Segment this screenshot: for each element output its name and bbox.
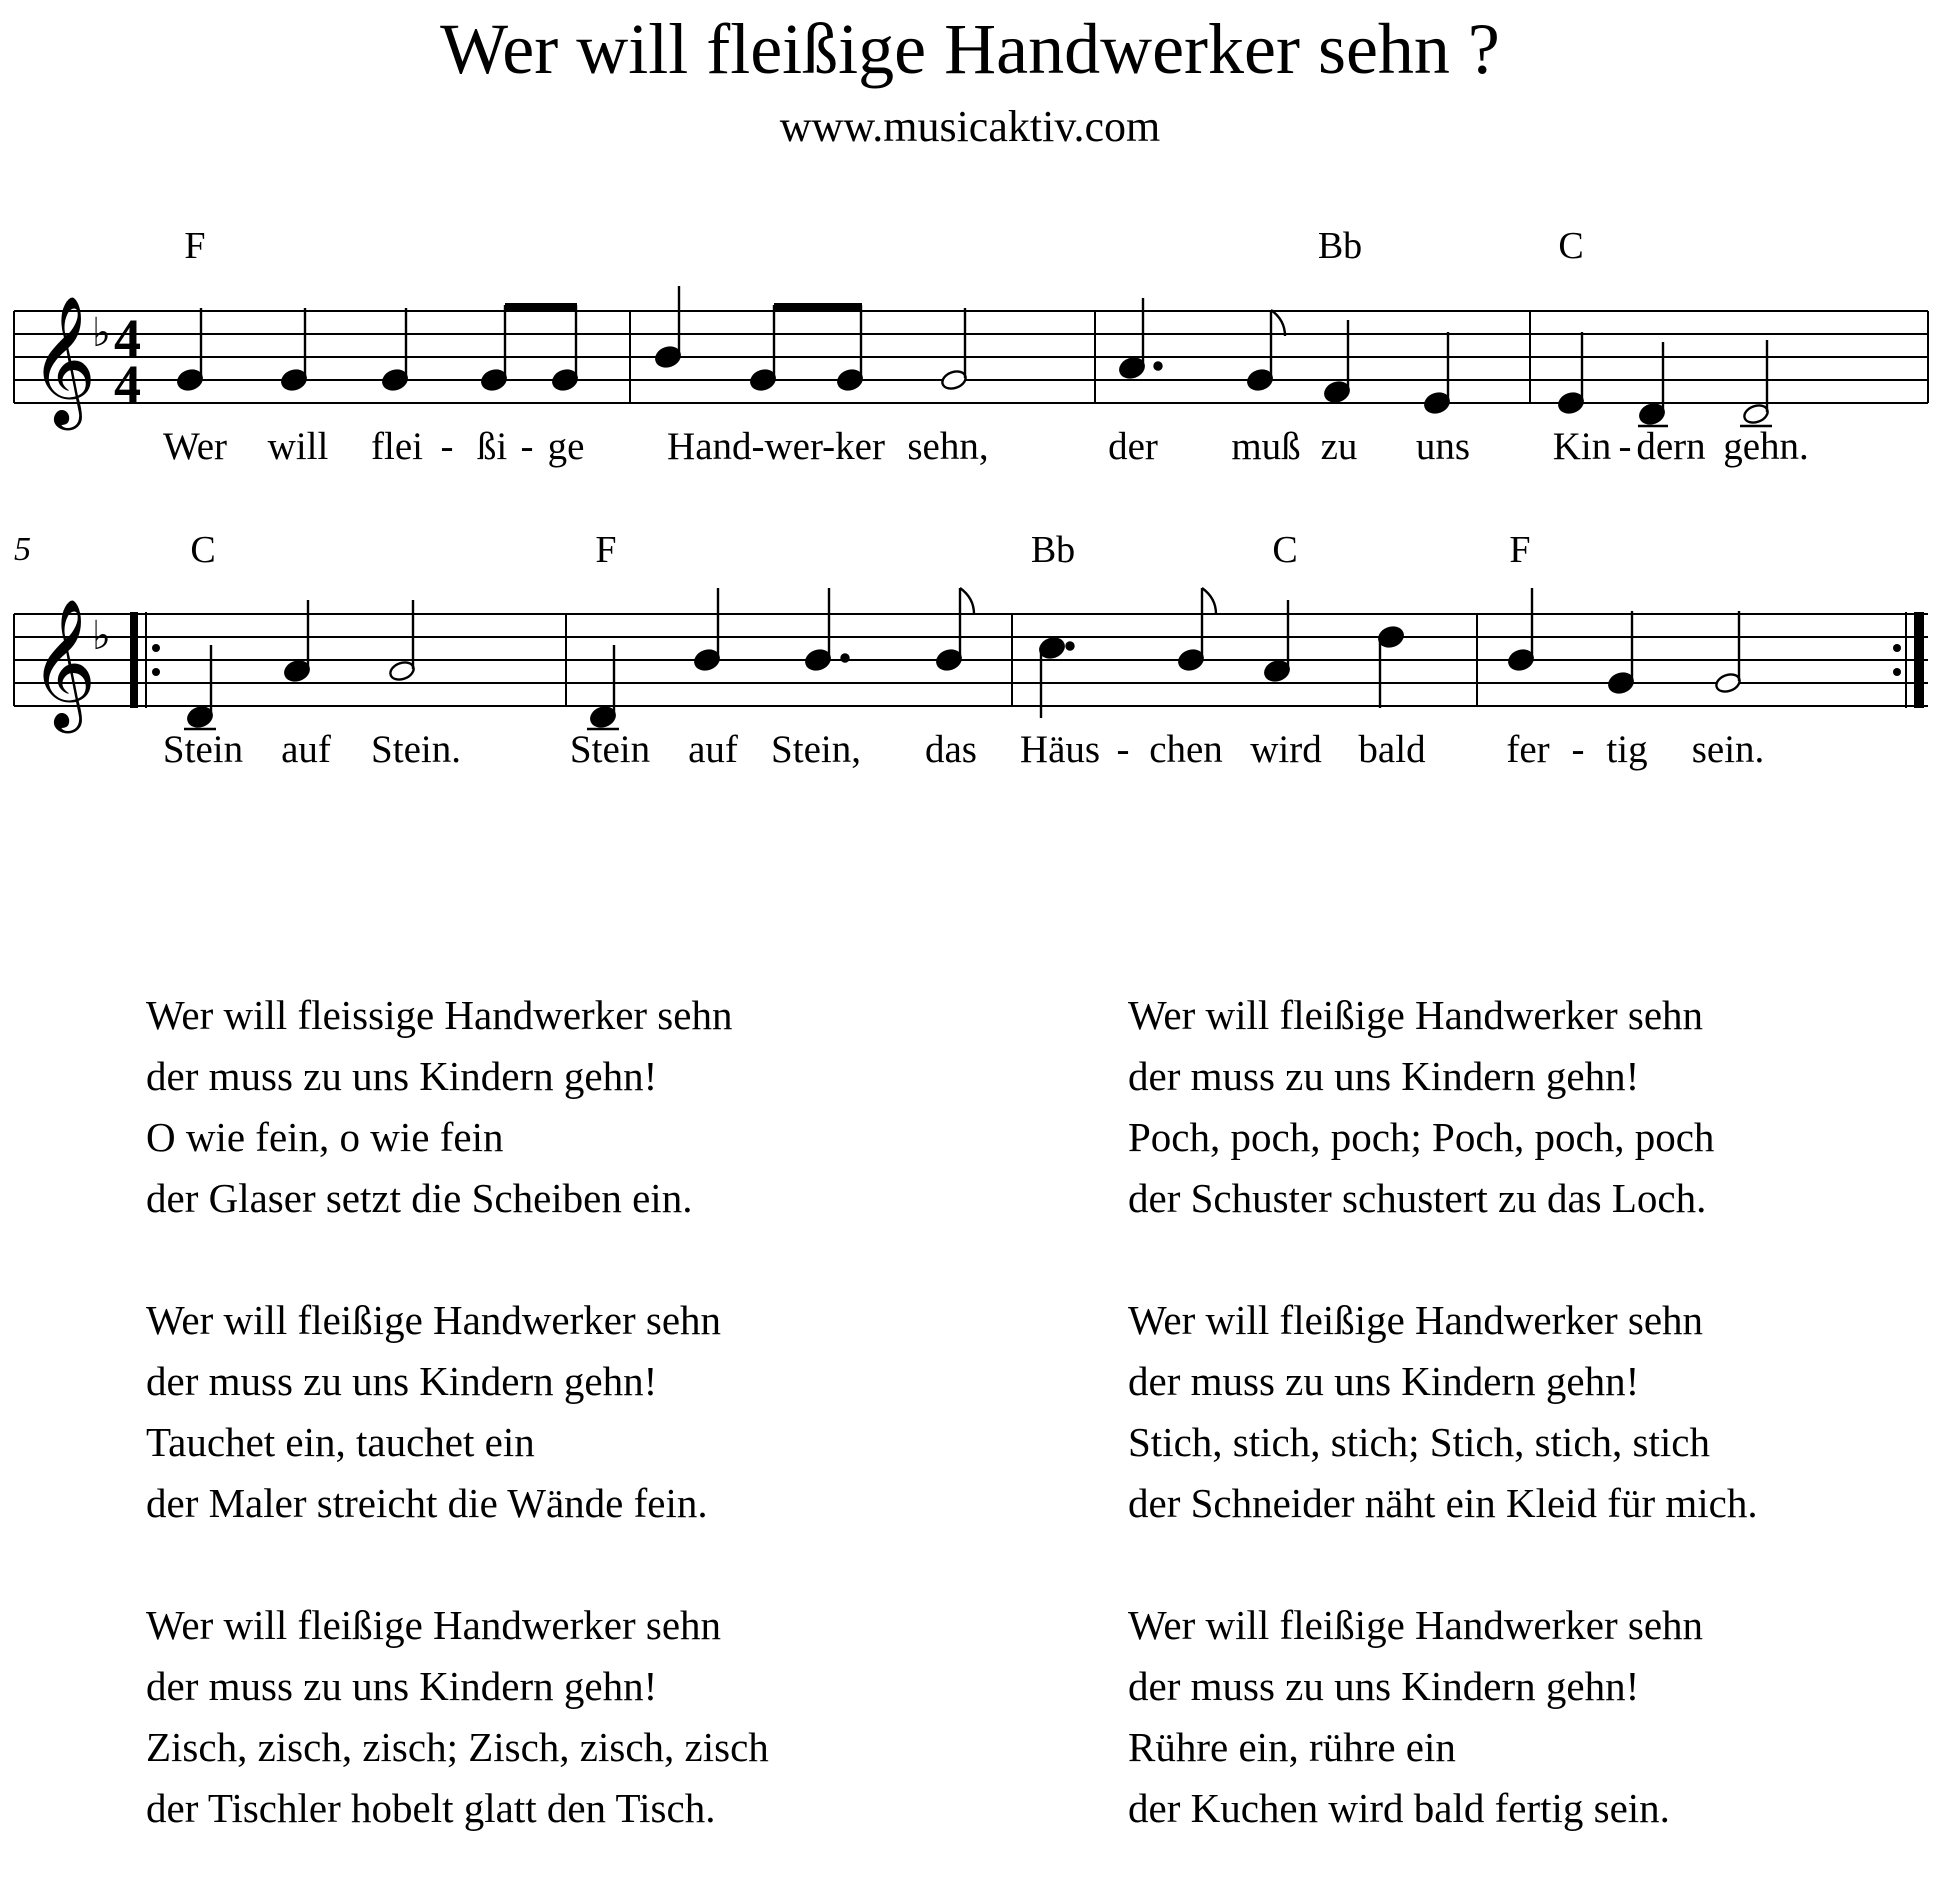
lyric-syllable: dern [1636, 425, 1706, 468]
lyric-syllable: uns [1415, 425, 1471, 468]
svg-text:4: 4 [114, 308, 141, 368]
verse [146, 1290, 906, 1534]
verse-line: Wer will fleißige Handwerker sehn [1128, 1602, 1704, 1648]
verse-line: der muss zu uns Kindern gehn! [1128, 1358, 1640, 1404]
lyric-syllable: will [267, 425, 329, 468]
lyric-syllable: fer [1506, 728, 1550, 771]
chord-symbol: Bb [1317, 225, 1363, 267]
lyric-syllable: der [1108, 425, 1158, 468]
notes-system-2 [184, 588, 1742, 730]
lyric-syllable: sehn, [907, 425, 989, 468]
verse-line: der muss zu uns Kindern gehn! [1128, 1053, 1640, 1099]
verse-line: der Schneider näht ein Kleid für mich. [1128, 1480, 1758, 1526]
verse-line: der muss zu uns Kindern gehn! [1128, 1663, 1640, 1709]
time-signature [114, 308, 141, 414]
lyric-syllable: das [925, 728, 977, 771]
verse-line: der muss zu uns Kindern gehn! [146, 1053, 658, 1099]
treble-clef-icon: 𝄞 [30, 598, 97, 728]
chord-symbol: F [1509, 529, 1531, 571]
chord-symbol: C [1272, 529, 1298, 571]
lyric-hyphen: - [520, 425, 534, 468]
flat-sign-icon: ♭ [92, 310, 111, 356]
verses-left-column [146, 985, 906, 1900]
lyric-hyphen: - [440, 425, 454, 468]
verse-line: der Glaser setzt die Scheiben ein. [146, 1175, 693, 1221]
verses-right-column [1128, 985, 1888, 1900]
lyric-syllable: flei [371, 425, 423, 468]
verse-line: Rühre ein, rühre ein [1128, 1724, 1456, 1770]
verse [1128, 985, 1888, 1229]
verse-line: Wer will fleißige Handwerker sehn [1128, 1297, 1704, 1343]
verse-line: der Maler streicht die Wände fein. [146, 1480, 708, 1526]
chord-symbol: Bb [1030, 529, 1076, 571]
svg-text:4: 4 [114, 354, 141, 414]
verse-line: Tauchet ein, tauchet ein [146, 1419, 535, 1465]
lyric-syllable: Stein [162, 728, 244, 771]
lyric-syllable: Stein. [371, 728, 461, 771]
treble-clef-icon: 𝄞 [30, 295, 97, 425]
staff-system-1 [14, 311, 1928, 403]
verse-line: Poch, poch, poch; Poch, poch, poch [1128, 1114, 1715, 1160]
verse-line: Stich, stich, stich; Stich, stich, stich [1128, 1419, 1710, 1465]
verse-line: der muss zu uns Kindern gehn! [146, 1358, 658, 1404]
lyric-syllable: auf [688, 728, 738, 771]
lyric-syllable: muß [1231, 425, 1301, 468]
verse-line: Wer will fleißige Handwerker sehn [146, 1602, 722, 1648]
chord-symbol: F [184, 225, 206, 267]
lyric-syllable: ge [547, 425, 585, 468]
lyric-syllable: wird [1250, 728, 1322, 771]
chord-symbol: F [595, 529, 617, 571]
sheet-music-score [0, 0, 1940, 800]
flat-sign-icon: ♭ [92, 613, 111, 659]
chord-symbol: C [1558, 225, 1584, 267]
lyric-syllable: Häus [1019, 728, 1101, 771]
lyric-hyphen: - [1116, 728, 1130, 771]
staff-system-2 [14, 614, 1928, 706]
lyric-syllable: Wer [163, 425, 227, 468]
verse-line: der Tischler hobelt glatt den Tisch. [146, 1785, 716, 1831]
lyric-syllable: bald [1358, 728, 1426, 771]
lyric-syllable: chen [1149, 728, 1223, 771]
song-title: Wer will fleißige Handwerker sehn ? [440, 9, 1500, 89]
verse-line: Wer will fleissige Handwerker sehn [146, 992, 733, 1038]
verse-line: Wer will fleißige Handwerker sehn [1128, 992, 1704, 1038]
lyric-syllable: gehn. [1723, 425, 1809, 468]
lyric-syllable: ßi [476, 425, 508, 468]
lyric-syllable: tig [1606, 728, 1648, 771]
verse-line: der Kuchen wird bald fertig sein. [1128, 1785, 1670, 1831]
lyric-hyphen: - [1571, 728, 1585, 771]
chord-symbol: C [190, 529, 216, 571]
verse [1128, 1595, 1888, 1839]
verse-line: Wer will fleißige Handwerker sehn [146, 1297, 722, 1343]
lyric-hyphen: - [1618, 425, 1632, 468]
lyric-syllable: Kin [1552, 425, 1612, 468]
verse-line: Zisch, zisch, zisch; Zisch, zisch, zisch [146, 1724, 769, 1770]
verse-line: der Schuster schustert zu das Loch. [1128, 1175, 1707, 1221]
lyric-syllable: auf [281, 728, 331, 771]
verse [146, 1595, 906, 1839]
lyric-syllable: Stein [569, 728, 651, 771]
verse-line: der muss zu uns Kindern gehn! [146, 1663, 658, 1709]
lyric-syllable: zu [1320, 425, 1358, 468]
lyric-syllable: Hand-wer-ker [667, 425, 885, 468]
lyric-syllable: sein. [1691, 728, 1765, 771]
measure-number: 5 [14, 531, 31, 568]
verse-line: O wie fein, o wie fein [146, 1114, 504, 1160]
verse [146, 985, 906, 1229]
website-url: www.musicaktiv.com [779, 102, 1161, 151]
verse [1128, 1290, 1888, 1534]
lyric-syllable: Stein, [771, 728, 861, 771]
